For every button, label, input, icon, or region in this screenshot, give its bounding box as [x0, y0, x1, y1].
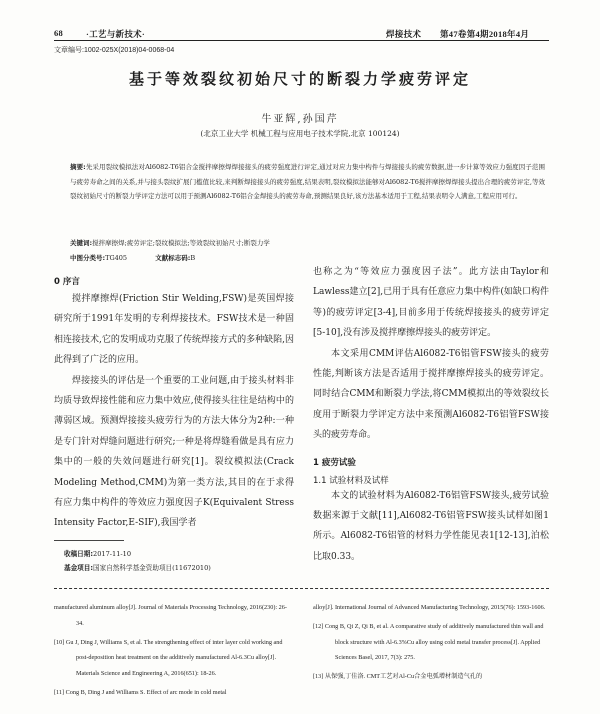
references-right: [313, 600, 549, 688]
section-heading-fatigue-test: 1 疲劳试验: [313, 457, 356, 468]
journal-issue: 第47卷第4期2018年4月: [440, 29, 530, 39]
reference-item: manufactured aluminum alloy[J]. Journal of Materials Processing Technology, 2016(230): 26-34.: [54, 604, 287, 627]
footnote-received: [64, 548, 131, 558]
header-rule: [54, 40, 549, 41]
reference-item: [10] Gu J, Ding J, Williams S, et al. The strengthening effect of inter layer cold working and post-deposition heat treatment on the additively manufactured Al-6.3Cu alloy[J]. Materials Science and Engineering A, 2016(651): 18-26.: [54, 638, 283, 678]
keywords-label: 关键词:: [70, 239, 93, 247]
article-number: 文章编号:1002-025X(2018)04-0068-04: [54, 47, 175, 54]
right-column: [313, 262, 549, 567]
paragraph: 焊接接头的评估是一个重要的工业问题,由于接头材料非均质导致焊接性能和应力集中效应,使得接头往往是结构中的薄弱区域。预测焊接接头疲劳行为的方法大体分为2种:一种是专门针对焊缝问题进行研究;一种是将焊缝看做是具有应力集中的一般的失效问题进行研究[1]。裂纹模拟法(Crack Modeling Method,CMM)为第一类方法,其目的在于求得有应力集中构件的等效应力强度因子K(Equivalent Stress Intensity Factor,E-SIF),我国学者: [54, 375, 294, 529]
abstract-label: 摘要:: [70, 163, 86, 171]
paragraph: 搅拌摩擦焊(Friction Stir Welding,FSW)是英国焊接研究所于1991年发明的专利焊接技术。FSW技术是一种固相连接技术,它的发明成功克服了传统焊接方式的多种缺陷,因此得到了广泛的应用。: [54, 294, 294, 366]
page-continuation-divider: [54, 588, 549, 589]
keywords-text: 搅拌摩擦焊;疲劳评定;裂纹模拟法;等效裂纹初始尺寸;断裂力学: [92, 239, 270, 247]
fund-text: 国家自然科学基金资助项目(11672010): [93, 564, 211, 572]
doc-code-value: B: [190, 254, 196, 262]
paper-title: 基于等效裂纹初始尺寸的断裂力学疲劳评定: [128, 70, 471, 88]
received-label: 收稿日期:: [64, 550, 94, 558]
section-heading-preface: 0 序言: [54, 277, 80, 287]
subsection-heading-materials: 1.1 试验材料及试样: [313, 475, 389, 486]
affiliation: (北京工业大学 机械工程与应用电子技术学院,北京 100124): [200, 129, 400, 138]
running-header-left: ·工艺与新技术·: [86, 29, 146, 39]
fund-label: 基金项目:: [64, 564, 94, 572]
doc-code-label: 文献标志码:: [155, 254, 191, 262]
reference-item: [13] 从保强,丁佳洛. CMT工艺对Al-Cu合金电弧增材制造气孔的: [313, 673, 483, 681]
paragraph: 也称之为“等效应力强度因子法”。此方法由Taylor和Lawless建立[2],已用于具有任意应力集中构件(如缺口构件等)的疲劳评定[3-4],目前多用于传统焊接接头的疲劳评定[5-10],没有涉及搅拌摩擦焊接头的疲劳评定。: [313, 267, 549, 339]
references-left: [54, 600, 294, 704]
abstract: [70, 160, 545, 204]
journal-name: 焊接技术: [386, 29, 422, 39]
abstract-text: 先采用裂纹模拟法对Al6082-T6铝合金搅拌摩擦焊焊接接头的疲劳强度进行评定,通过对应力集中构件与焊接接头的疲劳数据,进一步计算等效应力强度因子范围与疲劳寿命之间的关系,并与接头裂纹扩展门槛值比较,来判断焊接接头的疲劳强度,结果表明,裂纹模拟法能够对Al6082-T6搅拌摩擦焊焊接头提出合理的疲劳评定,等效裂纹初始尺寸的断裂力学评定方法可以用于预测Al6082-T6铝合金焊接头的疲劳寿命,预测结果良好,该方法基本适用于工程,结果表明令人满意,工程应用可行。: [70, 163, 545, 201]
paragraph: 本文的试验材料为Al6082-T6铝管FSW接头,疲劳试验数据来源于文献[11],Al6082-T6铝管FSW接头试样如图1所示。Al6082-T6铝管的材料力学性能见表1[12-13],泊松比取0.33。: [313, 490, 549, 562]
paragraph: 本文采用CMM评估Al6082-T6铝管FSW接头的疲劳性能,判断该方法是否适用于搅拌摩擦焊接头的疲劳评定。同时结合CMM和断裂力学法,将CMM模拟出的等效裂纹长度用于断裂力学评定方法中来预测Al6082-T6铝管FSW接头的疲劳寿命。: [313, 348, 549, 441]
classification: [70, 253, 195, 262]
reference-item: [11] Cong B, Ding J and Williams S. Effect of arc mode in cold metal: [54, 688, 227, 696]
page-number: 68: [54, 28, 64, 38]
received-date: 2017-11-10: [93, 550, 132, 558]
reference-item: alloy[J]. International Journal of Advanced Manufacturing Technology, 2015(76): 1593-1606.: [313, 604, 546, 611]
clc-value: TG405: [105, 254, 128, 262]
clc-label: 中图分类号:: [70, 254, 106, 262]
keywords: [70, 238, 270, 247]
footnote-fund: [64, 562, 211, 572]
reference-item: [12] Cong B, Qi Z, Qi B, et al. A comparative study of additively manufactured thin wall and block structure with Al-6.3%Cu alloy using cold metal transfer process[J]. Applied Sciences Basel, 2017, 7(3): 275.: [313, 622, 544, 662]
footnote-rule: [54, 540, 124, 541]
authors: 牛亚辉,孙国芹: [261, 114, 339, 125]
left-column: [54, 275, 294, 534]
